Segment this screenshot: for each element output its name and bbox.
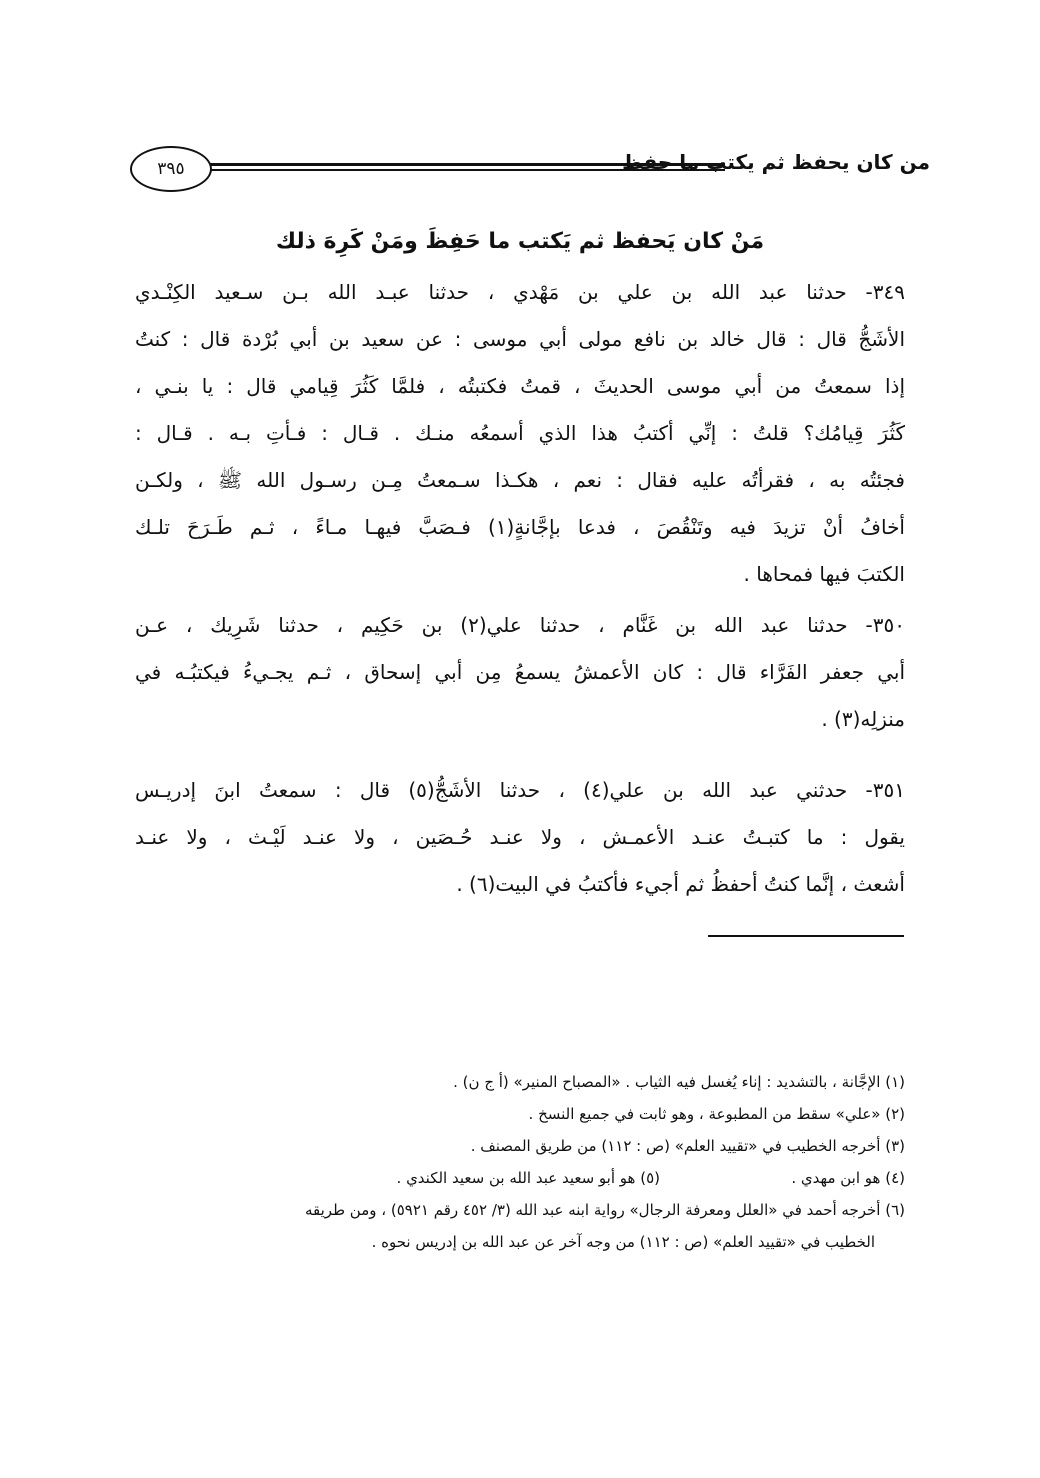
text-line: يقول : ما كتبـتُ عنـد الأعمـش ، ولا عنـد حُـصَين ، ولا عنـد لَيْـث ، ولا عنـد xyxy=(135,825,905,849)
footnote: (١) الإجَّانة ، بالتشديد : إناء يُغسل فيه الثياب . «المصباح المنير» (أ ج ن) . xyxy=(453,1073,905,1091)
text-line: ٣٥٠- حدثنا عبد الله بن غَنَّام ، حدثنا علي(٢) بن حَكِيم ، حدثنا شَرِيك ، عـن xyxy=(135,613,905,637)
text-line: فجئتُه به ، فقرأتُه عليه فقال : نعم ، هكـذا سـمعتُ مِـن رسـول الله ﷺ ، ولكـن xyxy=(135,468,905,492)
footnote: (٣) أخرجه الخطيب في «تقييد العلم» (ص : ١١٢) من طريق المصنف . xyxy=(470,1137,905,1155)
chapter-title: مَنْ كان يَحفظ ثم يَكتب ما حَفِظَ ومَنْ كَرِهَ ذلك xyxy=(275,229,765,254)
text-line: أبي جعفر الفَرَّاء قال : كان الأعمشُ يسمعُ مِن أبي إسحاق ، ثـم يجـيءُ فيكتبُـه في xyxy=(135,660,905,684)
text-line: أشعث ، إنَّما كنتُ أحفظُ ثم أجيء فأكتبُ في البيت(٦) . xyxy=(456,872,905,896)
footnote: (٢) «علي» سقط من المطبوعة ، وهو ثابت في جميع النسخ . xyxy=(528,1105,905,1123)
text-line: أخافُ أنْ تزيدَ فيه وتَنْقُصَ ، فدعا بإجَّانةٍ(١) فـصَبَّ فيهـا مـاءً ، ثـم طَـرَحَ تلـك xyxy=(135,515,905,539)
text-line: منزلِه(٣) . xyxy=(821,707,905,731)
text-line: كَثُرَ قِيامُك؟ قلتُ : إنِّي أكتبُ هذا الذي أسمعُه منـك . قـال : فـأتِ بـه . قـال : xyxy=(135,421,905,445)
text-line: إذا سمعتُ من أبي موسى الحديثَ ، قمتُ فكتبتُه ، فلمَّا كَثُرَ قِيامي قال : يا بنـي ، xyxy=(135,374,905,398)
footnote-separator xyxy=(708,935,904,937)
footnote: (٥) هو أبو سعيد عبد الله بن سعيد الكندي . xyxy=(396,1169,660,1187)
text-line: الأشَجُّ قال : قال خالد بن نافع مولى أبي موسى : عن سعيد بن أبي بُرْدة قال : كنتُ xyxy=(135,327,905,351)
text-line: ٣٥١- حدثني عبد الله بن علي(٤) ، حدثنا الأشَجُّ(٥) قال : سمعتُ ابنَ إدريـس xyxy=(135,778,906,802)
page-header xyxy=(130,146,930,190)
footnote: الخطيب في «تقييد العلم» (ص : ١١٢) من وجه آخر عن عبد الله بن إدريس نحوه . xyxy=(371,1233,875,1251)
text-line: الكتبَ فيها فمحاها . xyxy=(743,562,905,586)
footnote: (٦) أخرجه أحمد في «العلل ومعرفة الرجال» رواية ابنه عبد الله (٣/ ٤٥٢ رقم ٥٩٢١) ، ومن طريقه xyxy=(304,1201,905,1219)
page-number: ٣٩٥ xyxy=(130,146,212,192)
running-title: من كان يحفظ ثم يكتب ما حفظ xyxy=(622,150,930,174)
footnote: (٤) هو ابن مهدي . xyxy=(791,1169,905,1187)
text-line: ٣٤٩- حدثنا عبد الله بن علي بن مَهْدي ، حدثنا عبـد الله بـن سـعيد الكِنْـدي xyxy=(135,280,905,304)
